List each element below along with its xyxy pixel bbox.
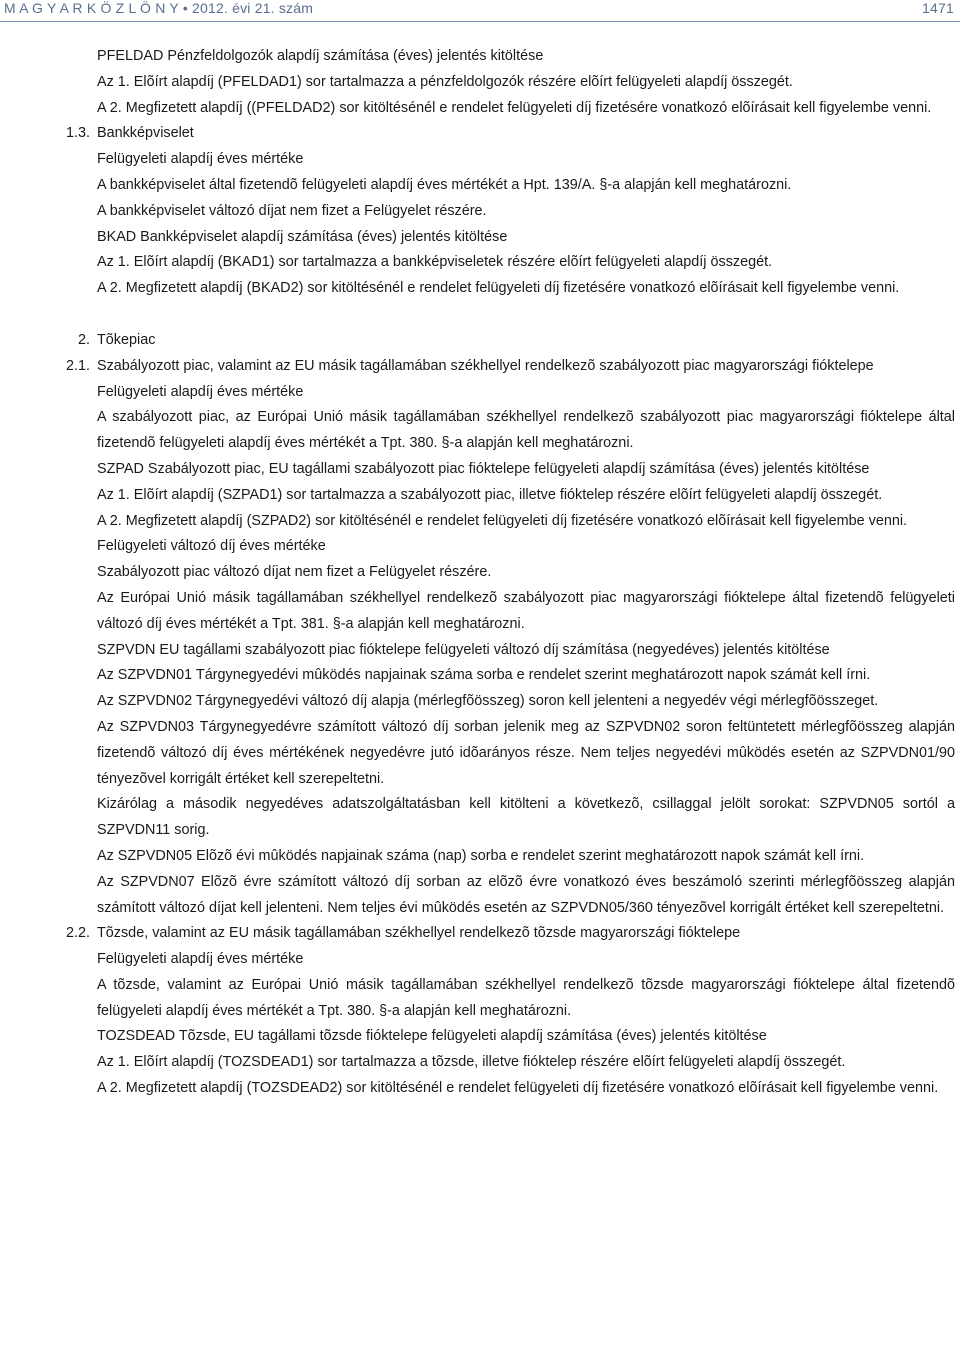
section-heading-2-1 xyxy=(0,354,960,380)
section-title: Tõzsde, valamint az EU másik tagállamában székhellyel rendelkezõ tõzsde magyarországi fióktelepe xyxy=(97,925,741,942)
paragraph-text: Az SZPVDN02 Tárgynegyedévi változó díj alapja (mérlegfõösszeg) soron kell jelenteni a negyedév végi mérlegfõösszeget. xyxy=(97,693,879,710)
document-body xyxy=(0,44,960,1102)
paragraph-text: Az Európai Unió másik tagállamában székhellyel rendelkezõ szabályozott piac magyarországi fióktelepe által fizetendõ felügyeleti változó díj éves mértékét a Tpt. 381. §-a alapján kell meghatározni. xyxy=(97,589,955,632)
section-number: 1.3. xyxy=(65,125,90,142)
paragraph-text: Az SZPVDN01 Tárgynegyedévi mûködés napjainak száma sorba e rendelet szerint meghatározott napok számát kell írni. xyxy=(97,667,871,684)
paragraph xyxy=(0,586,960,638)
paragraph xyxy=(0,973,960,1025)
section-heading-2-2 xyxy=(0,921,960,947)
paragraph xyxy=(0,483,960,509)
paragraph xyxy=(0,199,960,225)
paragraph-text: A bankképviselet által fizetendõ felügyeleti alapdíj éves mértékét a Hpt. 139/A. §-a alapján kell meghatározni. xyxy=(97,176,792,193)
paragraph-text: A 2. Megfizetett alapdíj (SZPAD2) sor kitöltésénél e rendelet felügyeleti díj fizetésére vonatkozó elõírásait kell figyelembe venni. xyxy=(97,512,908,529)
paragraph xyxy=(0,947,960,973)
paragraph xyxy=(0,70,960,96)
paragraph xyxy=(0,792,960,844)
paragraph-text: Felügyeleti változó díj éves mértéke xyxy=(97,538,326,555)
paragraph-text: Felügyeleti alapdíj éves mértéke xyxy=(97,151,304,168)
paragraph-text: Kizárólag a második negyedéves adatszolgáltatásban kell kitölteni a következõ, csillaggal jelölt sorokat: SZPVDN05 sortól a SZPVDN11 sorig. xyxy=(97,796,955,839)
paragraph-text: A tõzsde, valamint az Európai Unió másik tagállamában székhellyel rendelkezõ tõzsde magyarországi fióktelepe által fizetendõ felügyeleti alapdíj éves mértékét a Tpt. 380. §-a alapján kell meghatározni. xyxy=(97,976,955,1019)
section-title: Szabályozott piac, valamint az EU másik tagállamában székhellyel rendelkezõ szabályozott piac magyarországi fióktelepe xyxy=(97,357,874,374)
paragraph-text: Az SZPVDN07 Elõzõ évre számított változó díj sorban az elõzõ évre vonatkozó éves beszámoló szerinti mérlegfõösszeg alapján számított változó díjat kell jelenteni. Nem teljes évi mûködés esetén az SZPVDN05/360 tényezõvel korrigált értéket kell szerepeltetni. xyxy=(97,873,955,916)
paragraph xyxy=(0,509,960,535)
paragraph xyxy=(0,663,960,689)
paragraph-text: SZPAD Szabályozott piac, EU tagállami szabályozott piac fióktelepe felügyeleti alapdíj számítása (éves) jelentés kitöltése xyxy=(97,460,870,477)
paragraph xyxy=(0,560,960,586)
paragraph-text: Az 1. Elõírt alapdíj (SZPAD1) sor tartalmazza a szabályozott piac, illetve fióktelep részére elõírt felügyeleti alapdíj összegét. xyxy=(97,486,883,503)
bullet-separator: • xyxy=(182,0,188,16)
paragraph-text: Az 1. Elõírt alapdíj (TOZSDEAD1) sor tartalmazza a tõzsde, illetve fióktelep részére elõírt felügyeleti alapdíj összegét. xyxy=(97,1054,846,1071)
section-heading-1-3 xyxy=(0,121,960,147)
section-number: 2.1. xyxy=(65,357,90,374)
paragraph xyxy=(0,1076,960,1102)
paragraph-text: A szabályozott piac, az Európai Unió másik tagállamában székhellyel rendelkezõ szabályozott piac magyarországi fióktelepe által fizetendõ felügyeleti alapdíj éves mértékét a Tpt. 380. §-a alapján kell meghatározni. xyxy=(97,409,955,452)
paragraph-text: BKAD Bankképviselet alapdíj számítása (éves) jelentés kitöltése xyxy=(97,228,508,245)
section-number: 2.2. xyxy=(65,925,90,942)
paragraph xyxy=(0,225,960,251)
journal-title xyxy=(4,0,313,16)
paragraph xyxy=(0,689,960,715)
paragraph-text: Felügyeleti alapdíj éves mértéke xyxy=(97,951,304,968)
paragraph xyxy=(0,1050,960,1076)
paragraph-text: Szabályozott piac változó díjat nem fizet a Felügyelet részére. xyxy=(97,564,492,581)
paragraph xyxy=(0,715,960,792)
paragraph-text: A bankképviselet változó díjat nem fizet a Felügyelet részére. xyxy=(97,202,487,219)
paragraph-text: A 2. Megfizetett alapdíj (TOZSDEAD2) sor kitöltésénél e rendelet felügyeleti díj fizetésére vonatkozó elõírásait kell figyelembe venni. xyxy=(97,1080,939,1097)
paragraph xyxy=(0,147,960,173)
paragraph xyxy=(0,96,960,122)
paragraph xyxy=(0,1024,960,1050)
paragraph-text: Az SZPVDN03 Tárgynegyedévre számított változó díj sorban jelenik meg az SZPVDN02 soron feltüntetett mérlegfõösszeg alapján fizetendõ változó díj éves mértékének negyedévre jutó idõarányos része. Nem teljes negyedévi mûködés esetén az SZPVDN01/90 tényezõvel korrigált értéket kell szerepeltetni. xyxy=(97,718,955,787)
header-rule xyxy=(0,21,960,22)
spacer xyxy=(0,302,960,328)
paragraph xyxy=(0,405,960,457)
paragraph xyxy=(0,457,960,483)
paragraph-text: TOZSDEAD Tõzsde, EU tagállami tõzsde fióktelepe felügyeleti alapdíj számítása (éves) jelentés kitöltése xyxy=(97,1028,767,1045)
paragraph-text: Felügyeleti alapdíj éves mértéke xyxy=(97,383,304,400)
paragraph-text: Az 1. Elõírt alapdíj (PFELDAD1) sor tartalmazza a pénzfeldolgozók részére elõírt felügyeleti alapdíj összegét. xyxy=(97,73,793,90)
section-title: Tõkepiac xyxy=(97,331,156,348)
paragraph xyxy=(0,276,960,302)
paragraph xyxy=(0,173,960,199)
paragraph xyxy=(0,870,960,922)
section-title: Bankképviselet xyxy=(97,125,194,142)
section-number: 2. xyxy=(77,331,90,348)
paragraph-text: PFELDAD Pénzfeldolgozók alapdíj számítása (éves) jelentés kitöltése xyxy=(97,48,544,64)
paragraph xyxy=(0,534,960,560)
journal-name: M A G Y A R K Ö Z L Ö N Y xyxy=(4,0,179,16)
paragraph-text: Az 1. Elõírt alapdíj (BKAD1) sor tartalmazza a bankképviseletek részére elõírt felügyeleti alapdíj összegét. xyxy=(97,254,773,271)
paragraph xyxy=(0,380,960,406)
page-number: 1471 xyxy=(922,0,954,16)
page-header xyxy=(0,0,960,22)
paragraph-text: A 2. Megfizetett alapdíj (BKAD2) sor kitöltésénél e rendelet felügyeleti díj fizetésére vonatkozó elõírásait kell figyelembe venni. xyxy=(97,280,900,297)
paragraph-text: A 2. Megfizetett alapdíj ((PFELDAD2) sor kitöltésénél e rendelet felügyeleti díj fizetésére vonatkozó elõírásait kell figyelembe venni. xyxy=(97,99,932,116)
paragraph-text: SZPVDN EU tagállami szabályozott piac fióktelepe felügyeleti változó díj számítása (negyedéves) jelentés kitöltése xyxy=(97,641,830,658)
paragraph-text: Az SZPVDN05 Elõzõ évi mûködés napjainak száma (nap) sorba e rendelet szerint meghatározott napok számát kell írni. xyxy=(97,847,865,864)
paragraph xyxy=(0,44,960,70)
paragraph xyxy=(0,844,960,870)
paragraph xyxy=(0,638,960,664)
paragraph xyxy=(0,250,960,276)
issue-label: 2012. évi 21. szám xyxy=(192,0,314,16)
section-heading-2 xyxy=(0,328,960,354)
